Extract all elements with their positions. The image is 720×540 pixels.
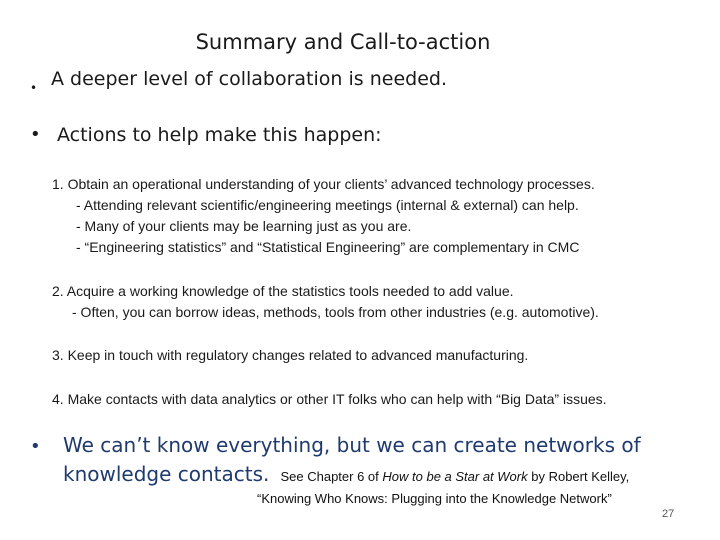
action-item-2 bbox=[52, 281, 599, 323]
closing-line-1: We can’t know everything, but we can create networks of bbox=[63, 433, 641, 457]
citation-book-title: How to be a Star at Work bbox=[382, 469, 528, 484]
action-item-2-sub-1: - Often, you can borrow ideas, methods, tools from other industries (e.g. automotive). bbox=[72, 304, 599, 320]
closing-line-2 bbox=[63, 462, 629, 486]
action-item-2-text: 2. Acquire a working knowledge of the statistics tools needed to add value. bbox=[52, 283, 514, 299]
slide-title: Summary and Call-to-action bbox=[195, 30, 491, 54]
citation-chapter-title: “Knowing Who Knows: Plugging into the Knowledge Network” bbox=[257, 491, 612, 506]
bullet-marker: • bbox=[30, 436, 41, 457]
action-item-4: 4. Make contacts with data analytics or other IT folks who can help with “Big Data” issues. bbox=[52, 391, 607, 407]
citation-prefix: See Chapter 6 of bbox=[280, 469, 383, 484]
page-number: 27 bbox=[662, 508, 675, 520]
bullet-collaboration: A deeper level of collaboration is needed. bbox=[51, 68, 447, 90]
bullet-marker: • bbox=[30, 124, 41, 145]
action-item-1-text: 1. Obtain an operational understanding of your clients’ advanced technology processes. bbox=[52, 176, 595, 192]
action-item-1-sub-2: - Many of your clients may be learning just as you are. bbox=[76, 218, 412, 234]
closing-knowledge-contacts: knowledge contacts. bbox=[63, 462, 270, 486]
bullet-actions: Actions to help make this happen: bbox=[57, 124, 382, 146]
bullet-marker: • bbox=[30, 81, 38, 95]
action-item-1-sub-3: - “Engineering statistics” and “Statistical Engineering” are complementary in CMC bbox=[76, 239, 580, 255]
action-item-1-sub-1: - Attending relevant scientific/engineering meetings (internal & external) can help. bbox=[76, 197, 579, 213]
action-item-3: 3. Keep in touch with regulatory changes related to advanced manufacturing. bbox=[52, 347, 529, 363]
action-item-1 bbox=[52, 174, 595, 258]
citation-suffix: by Robert Kelley, bbox=[527, 469, 630, 484]
